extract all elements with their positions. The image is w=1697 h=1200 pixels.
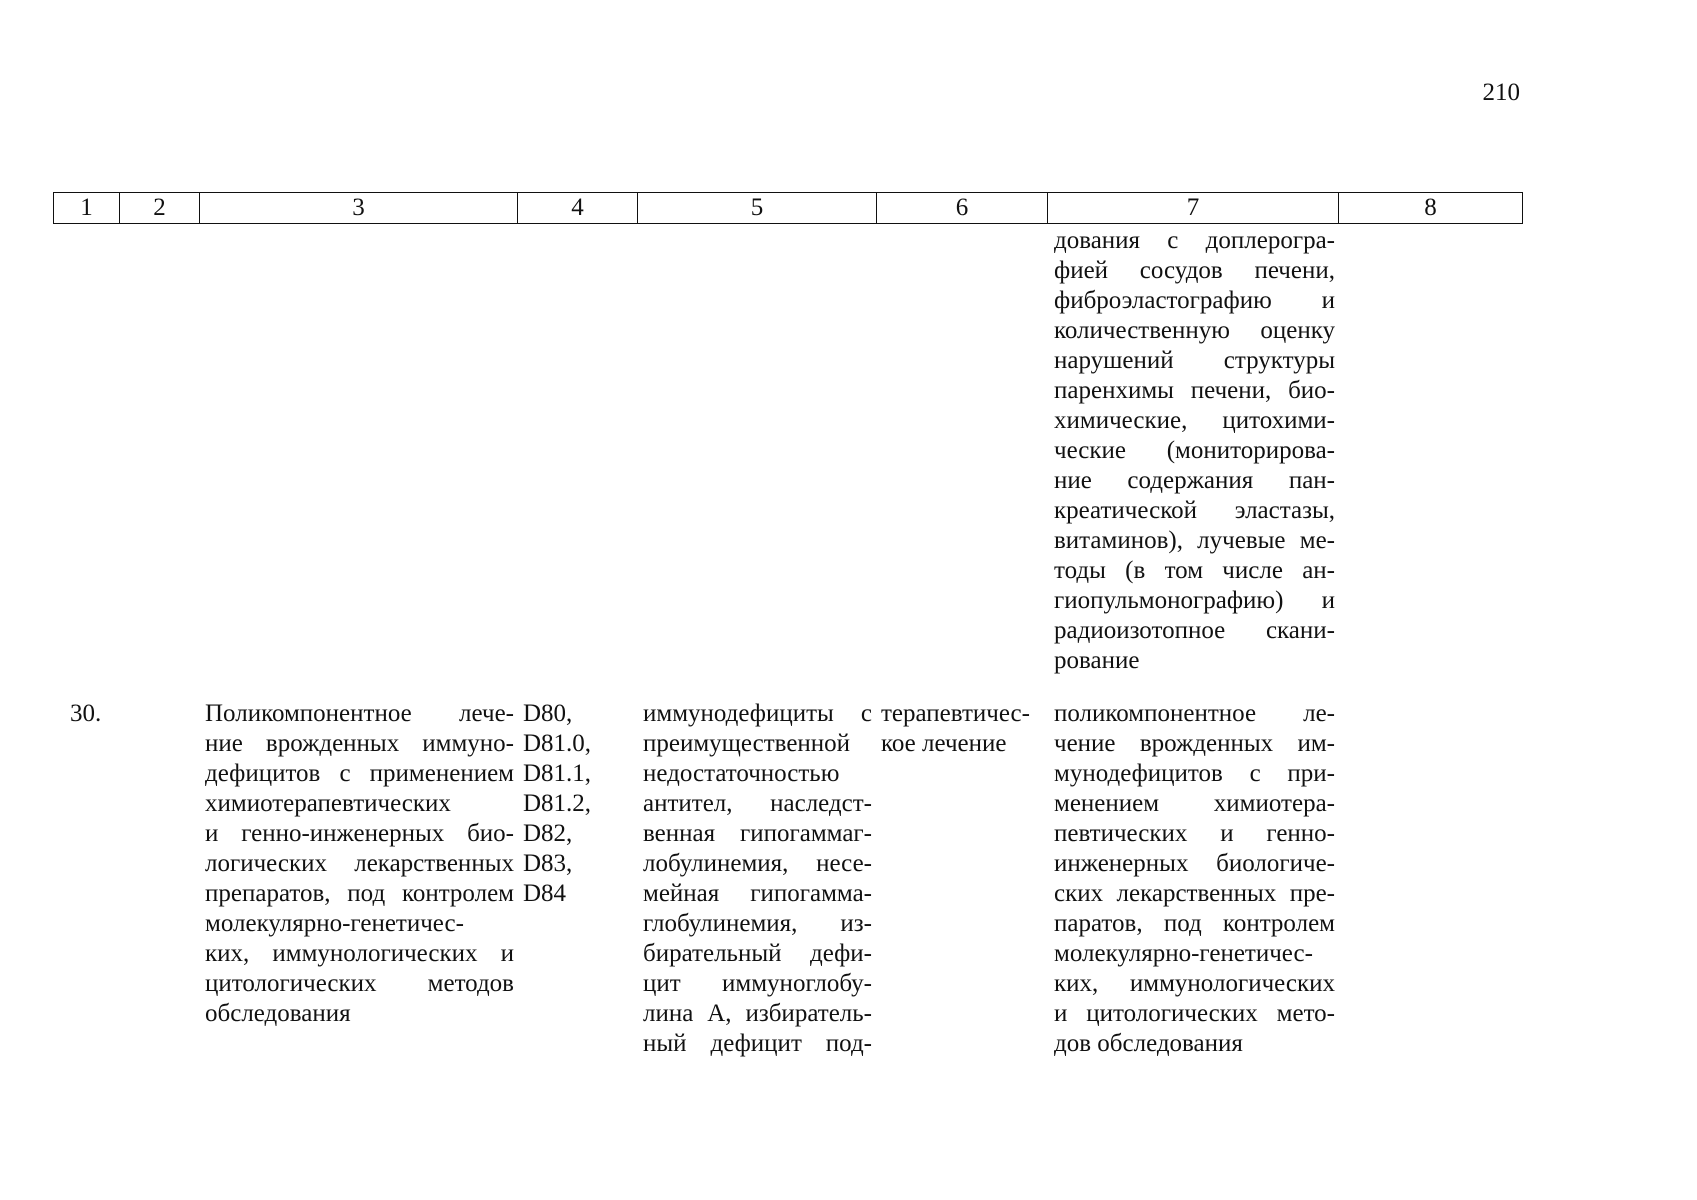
text-line: иммунодефициты с <box>643 700 872 727</box>
header-cell-8: 8 <box>1424 194 1437 221</box>
text-line: поликомпонентное ле- <box>1054 700 1335 727</box>
text-line: фиброэластографию и <box>1054 287 1335 314</box>
text-line: дования с доплерогра- <box>1054 227 1335 254</box>
text-line: лина А, избиратель- <box>643 1000 872 1027</box>
row-col6-text <box>881 699 1043 759</box>
code-line: D81.2, <box>523 790 592 817</box>
table-header-row <box>53 192 1523 224</box>
code-line: D81.0, <box>523 730 592 757</box>
text-line: химиотерапевтических <box>205 790 451 817</box>
row-col4-codes <box>523 699 633 909</box>
header-cell-5: 5 <box>638 193 877 223</box>
text-line: паратов, под контролем <box>1054 910 1335 937</box>
text-line: радиоизотопное скани- <box>1054 617 1335 644</box>
header-cell-4: 4 <box>518 193 638 223</box>
page-number: 210 <box>1482 79 1520 106</box>
text-line: рование <box>1054 647 1140 674</box>
text-line: тоды (в том числе ан- <box>1054 557 1335 584</box>
text-line: гиопульмонографию) и <box>1054 587 1335 614</box>
header-cell-1: 1 <box>54 193 120 223</box>
text-line: инженерных биологиче- <box>1054 850 1335 877</box>
text-line: бирательный дефи- <box>643 940 872 967</box>
text-line: ких, иммунологических и <box>205 940 514 967</box>
header-cell-6: 6 <box>877 193 1048 223</box>
row-number: 30. <box>70 700 102 727</box>
text-line: логических лекарственных <box>205 850 514 877</box>
text-line: цит иммуноглобу- <box>643 970 872 997</box>
header-cell-3: 3 <box>200 193 518 223</box>
text-line: цитологических методов <box>205 970 514 997</box>
text-line: дефицитов с применением <box>205 760 514 787</box>
text-line: мейная гипогамма- <box>643 880 872 907</box>
text-line: паренхимы печени, био- <box>1054 377 1335 404</box>
text-line: антител, наследст- <box>643 790 872 817</box>
text-line: химические, цитохими- <box>1054 407 1335 434</box>
code-line: D83, <box>523 850 573 877</box>
code-line: D82, <box>523 820 573 847</box>
row-col7-text <box>1054 699 1335 1059</box>
text-line: мунодефицитов с при- <box>1054 760 1335 787</box>
text-line: недостаточностью <box>643 760 840 787</box>
text-line: витаминов), лучевые ме- <box>1054 527 1335 554</box>
text-line: ный дефицит под- <box>643 1030 872 1057</box>
code-line: D81.1, <box>523 760 592 787</box>
text-line: фией сосудов печени, <box>1054 257 1335 284</box>
header-cell-2: 2 <box>120 193 200 223</box>
text-line: количественную оценку <box>1054 317 1335 344</box>
code-line: D84 <box>523 880 567 907</box>
text-line: терапевтичес- <box>881 700 1030 727</box>
text-line: преимущественной <box>643 730 851 757</box>
text-line: венная гипогаммаг- <box>643 820 872 847</box>
text-line: препаратов, под контролем <box>205 880 514 907</box>
text-line: кое лечение <box>881 730 1007 757</box>
text-line: обследования <box>205 1000 351 1027</box>
continuation-col7-text <box>1054 226 1335 676</box>
header-cell-7: 7 <box>1048 193 1339 223</box>
text-line: креатической эластазы, <box>1054 497 1335 524</box>
row-col5-text <box>643 699 872 1059</box>
text-line: ние содержания пан- <box>1054 467 1335 494</box>
code-line: D80, <box>523 700 573 727</box>
text-line: ние врожденных иммуно- <box>205 730 514 757</box>
text-line: ческие (мониторирова- <box>1054 437 1335 464</box>
text-line: ских лекарственных пре- <box>1054 880 1335 907</box>
row-col3-text <box>205 699 514 1029</box>
text-line: глобулинемия, из- <box>643 910 872 937</box>
text-line: дов обследования <box>1054 1030 1243 1057</box>
text-line: молекулярно-генетичес- <box>1054 940 1313 967</box>
text-line: и генно-инженерных био- <box>205 820 514 847</box>
text-line: чение врожденных им- <box>1054 730 1335 757</box>
text-line: Поликомпонентное лече- <box>205 700 514 727</box>
text-line: нарушений структуры <box>1054 347 1335 374</box>
text-line: лобулинемия, несе- <box>643 850 872 877</box>
text-line: и цитологических мето- <box>1054 1000 1335 1027</box>
text-line: ких, иммунологических <box>1054 970 1335 997</box>
text-line: молекулярно-генетичес- <box>205 910 464 937</box>
text-line: певтических и генно- <box>1054 820 1335 847</box>
text-line: менением химиотера- <box>1054 790 1335 817</box>
